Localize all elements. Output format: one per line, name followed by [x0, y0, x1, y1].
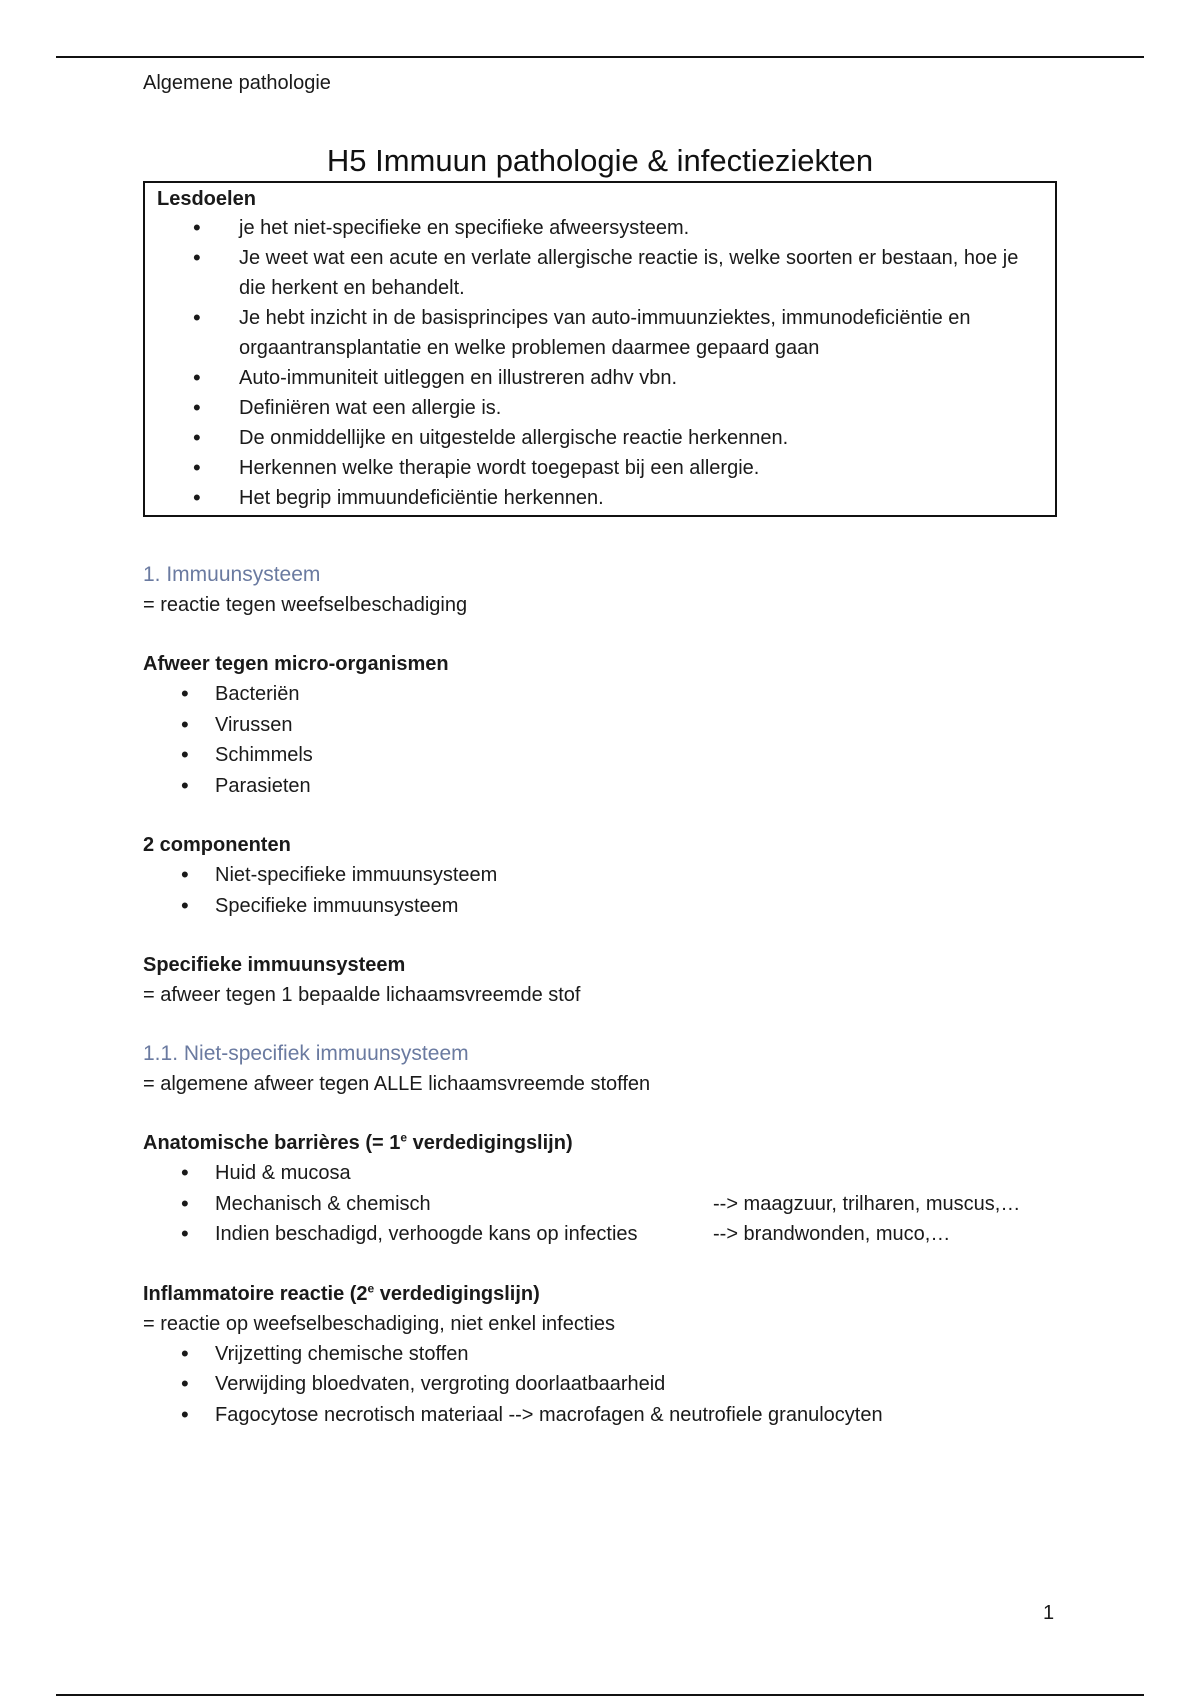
afweer-list — [143, 679, 1073, 801]
list-item: • Definiëren wat een allergie is. — [157, 393, 1055, 423]
header-rule — [56, 56, 1144, 58]
list-item: • Virussen — [143, 710, 1073, 741]
list-item: • Je hebt inzicht in de basisprincipes van auto-immuunziektes, immunodeficiëntie en orgaantransplantatie en welke problemen daarmee gepaard gaan — [157, 303, 1055, 363]
list-item: • Vrijzetting chemische stoffen — [143, 1339, 1073, 1370]
list-item: • Niet-specifieke immuunsysteem — [143, 860, 1073, 891]
lesdoelen-heading: Lesdoelen — [157, 188, 256, 210]
footer-rule — [56, 1694, 1144, 1696]
componenten-list — [143, 860, 1073, 921]
subheading-inflammatoire: Inflammatoire reactie (2e verdedigingslijn) — [143, 1280, 540, 1305]
list-item: • Verwijding bloedvaten, vergroting doorlaatbaarheid — [143, 1369, 1073, 1400]
running-header: Algemene pathologie — [143, 72, 331, 94]
list-item: • Schimmels — [143, 740, 1073, 771]
subheading-barrieres: Anatomische barrières (= $1^e$ verdedigingslijn) — [143, 1130, 573, 1154]
inflammatoire-list — [143, 1339, 1073, 1431]
subheading-afweer: Afweer tegen micro-organismen — [143, 653, 449, 675]
list-item: • Je weet wat een acute en verlate allergische reactie is, welke soorten er bestaan, hoe je die herkent en behandelt. — [157, 243, 1055, 303]
subheading-componenten: 2 componenten — [143, 834, 291, 856]
list-item: • De onmiddellijke en uitgestelde allergische reactie herkennen. — [157, 423, 1055, 453]
specifiek-definition: = afweer tegen 1 bepaalde lichaamsvreemde stof — [143, 984, 581, 1006]
list-item: • Indien beschadigd, verhoogde kans op infecties --> brandwonden, muco,… — [143, 1219, 1073, 1250]
section-heading: 1. Immuunsysteem — [143, 563, 321, 586]
barrieres-list — [143, 1158, 1073, 1250]
list-item-note: --> maagzuur, trilharen, muscus,… — [713, 1192, 1021, 1215]
lesdoelen-box — [143, 181, 1057, 517]
list-item: • Specifieke immuunsysteem — [143, 891, 1073, 922]
list-item: • je het niet-specifieke en specifieke afweersysteem. — [157, 213, 1055, 243]
list-item-note: --> brandwonden, muco,… — [713, 1223, 951, 1245]
document-body — [143, 560, 1073, 1430]
inflammatoire-definition: = reactie op weefselbeschadiging, niet enkel infecties — [143, 1312, 615, 1335]
section-definition: = reactie tegen weefselbeschadiging — [143, 594, 468, 616]
page-number: 1 — [1043, 1602, 1055, 1624]
subheading-specifiek: Specifieke immuunsysteem — [143, 954, 406, 976]
list-item: • Bacteriën — [143, 679, 1073, 710]
list-item: • Fagocytose necrotisch materiaal --> macrofagen & neutrofiele granulocyten — [143, 1400, 1073, 1431]
lesdoelen-list — [157, 213, 1055, 513]
list-item: • Auto-immuniteit uitleggen en illustreren adhv vbn. — [157, 363, 1055, 393]
section-definition: = algemene afweer tegen ALLE lichaamsvreemde stoffen — [143, 1073, 651, 1095]
list-item: • Het begrip immuundeficiëntie herkennen. — [157, 483, 1055, 513]
list-item: • Mechanisch & chemisch --> maagzuur, trilharen, muscus,… — [143, 1189, 1073, 1220]
list-item: • Herkennen welke therapie wordt toegepast bij een allergie. — [157, 453, 1055, 483]
section-heading: 1.1. Niet-specifiek immuunsysteem — [143, 1042, 469, 1065]
list-item: • Huid & mucosa — [143, 1158, 1073, 1189]
page-title: H5 Immuun pathologie & infectieziekten — [326, 143, 874, 178]
list-item: • Parasieten — [143, 771, 1073, 802]
